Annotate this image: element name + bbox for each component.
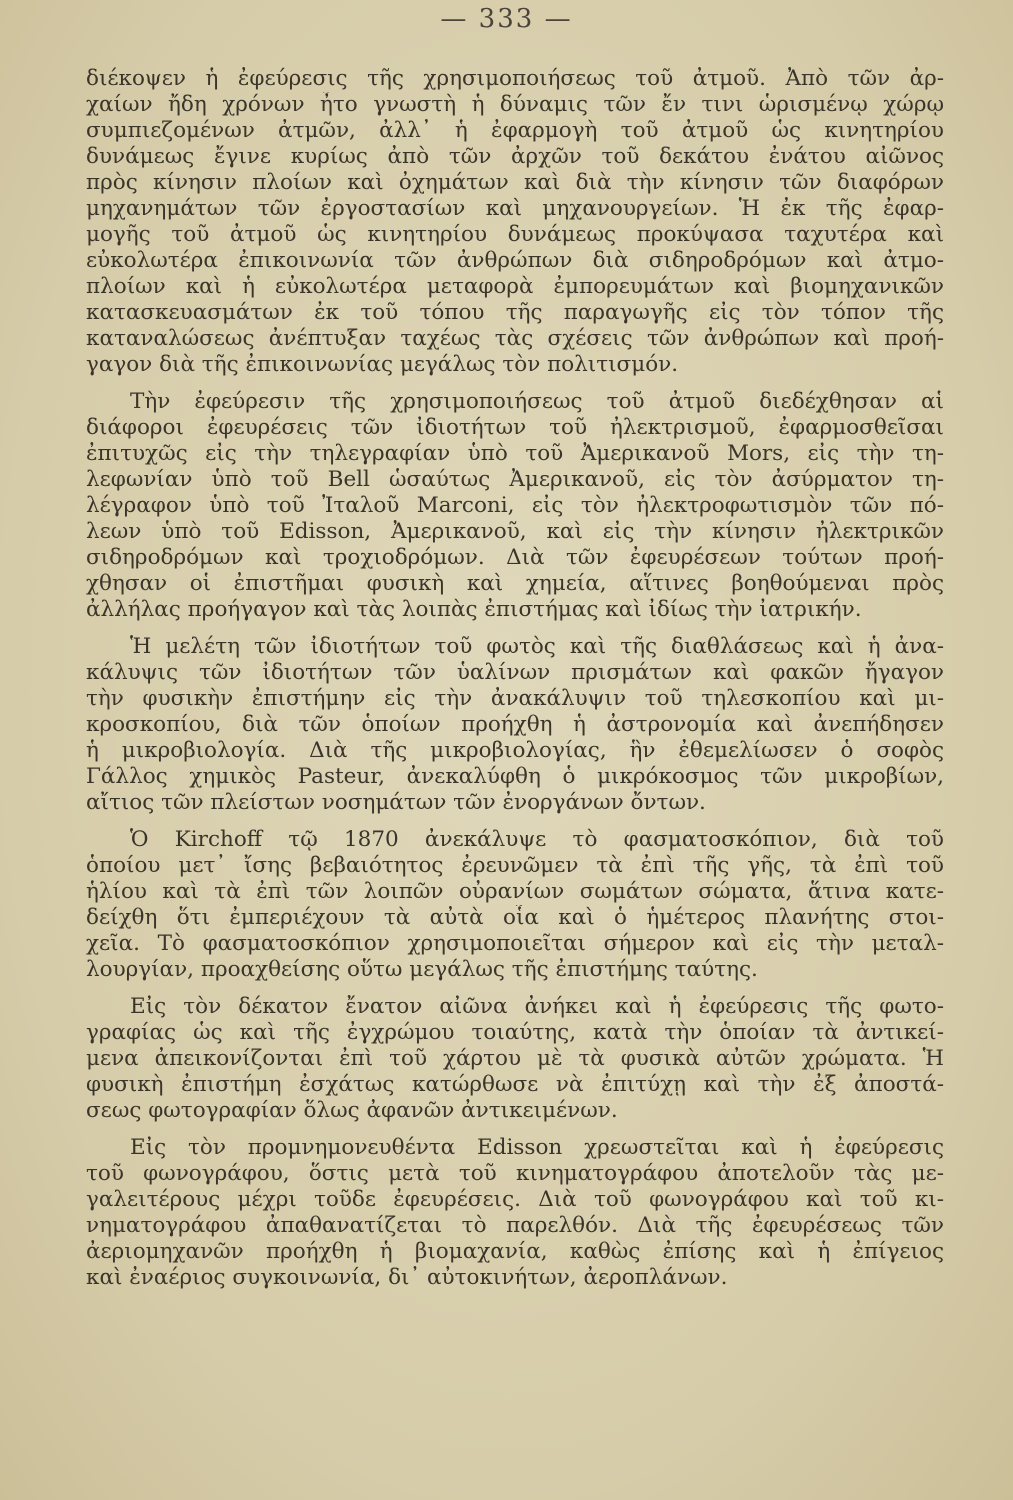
text-line: καὶ ἐναέριος συγκοινωνία, δι᾽ αὐτοκινήτων, ἀεροπλάνων. [86, 1265, 728, 1290]
text-line: δυνάμεως ἔγινε κυρίως ἀπὸ τῶν ἀρχῶν τοῦ δεκάτου ἐνάτου αἰῶνος [86, 144, 944, 169]
text-line: τοῦ φωνογράφου, ὅστις μετὰ τοῦ κινηματογράφου ἀποτελοῦν τὰς με- [86, 1161, 944, 1186]
text-line: νηματογράφου ἀπαθανατίζεται τὸ παρελθόν. Διὰ τῆς ἐφευρέσεως τῶν [86, 1213, 944, 1238]
text-line: γαγον διὰ τῆς ἐπικοινωνίας μεγάλως τὸν πολιτισμόν. [86, 352, 679, 377]
text-line: χθησαν οἱ ἐπιστῆμαι φυσικὴ καὶ χημεία, αἵτινες βοηθούμεναι πρὸς [86, 571, 944, 596]
paragraph [86, 1135, 944, 1291]
text-line: λέγραφον ὑπὸ τοῦ Ἰταλοῦ Marconi, εἰς τὸν ἠλεκτροφωτισμὸν τῶν πό- [86, 493, 944, 518]
text-line: πρὸς κίνησιν πλοίων καὶ ὀχημάτων καὶ διὰ τὴν κίνησιν τῶν διαφόρων [86, 170, 944, 195]
text-line: λεφωνίαν ὑπὸ τοῦ Bell ὡσαύτως Ἀμερικανοῦ, εἰς τὸν ἀσύρματον τη- [86, 467, 944, 492]
text-line: ἀλλήλας προήγαγον καὶ τὰς λοιπὰς ἐπιστήμας καὶ ἰδίως τὴν ἰατρικήν. [86, 597, 862, 622]
text-line: πλοίων καὶ ἡ εὐκολωτέρα μεταφορὰ ἐμπορευμάτων καὶ βιομηχανικῶν [86, 274, 944, 299]
text-line: λουργίαν, προαχθείσης οὕτω μεγάλως τῆς ἐπιστήμης ταύτης. [86, 957, 758, 982]
text-line: γαλειτέρους μέχρι τοῦδε ἐφευρέσεις. Διὰ τοῦ φωνογράφου καὶ τοῦ κι- [86, 1187, 944, 1212]
text-line: αἴτιος τῶν πλείστων νοσημάτων τῶν ἐνοργάνων ὄντων. [86, 790, 706, 815]
text-line: διέκοψεν ἡ ἐφεύρεσις τῆς χρησιμοποιήσεως τοῦ ἀτμοῦ. Ἀπὸ τῶν ἀρ- [86, 66, 944, 91]
text-line: ἐπιτυχῶς εἰς τὴν τηλεγραφίαν ὑπὸ τοῦ Ἀμερικανοῦ Mors, εἰς τὴν τη- [86, 441, 944, 466]
text-line: φυσικὴ ἐπιστήμη ἐσχάτως κατώρθωσε νὰ ἐπιτύχῃ καὶ τὴν ἐξ ἀποστά- [86, 1072, 944, 1097]
paragraph [86, 827, 944, 983]
text-line: σεως φωτογραφίαν ὅλως ἀφανῶν ἀντικειμένων. [86, 1098, 618, 1123]
text-line: ἡλίου καὶ τὰ ἐπὶ τῶν λοιπῶν οὐρανίων σωμάτων σώματα, ἅτινα κατε- [86, 879, 944, 904]
text-line: τὴν φυσικὴν ἐπιστήμην εἰς τὴν ἀνακάλυψιν τοῦ τηλεσκοπίου καὶ μι- [86, 686, 944, 711]
paragraph [86, 389, 944, 623]
text-line: Τὴν ἐφεύρεσιν τῆς χρησιμοποιήσεως τοῦ ἀτμοῦ διεδέχθησαν αἱ [130, 389, 944, 414]
text-line: Εἰς τὸν προμνημονευθέντα Edisson χρεωστεῖται καὶ ἡ ἐφεύρεσις [130, 1135, 944, 1160]
text-line: ἡ μικροβιολογία. Διὰ τῆς μικροβιολογίας, ἣν ἐθεμελίωσεν ὁ σοφὸς [86, 738, 944, 763]
paragraph [86, 634, 944, 816]
text-line: κατασκευασμάτων ἐκ τοῦ τόπου τῆς παραγωγῆς εἰς τὸν τόπον τῆς [86, 300, 944, 325]
text-line: καταναλώσεως ἀνέπτυξαν ταχέως τὰς σχέσεις τῶν ἀνθρώπων καὶ προή- [86, 326, 944, 351]
text-line: δείχθη ὅτι ἐμπεριέχουν τὰ αὐτὰ οἷα καὶ ὁ ἡμέτερος πλανήτης στοι- [86, 905, 944, 930]
text-line: Ἡ μελέτη τῶν ἰδιοτήτων τοῦ φωτὸς καὶ τῆς διαθλάσεως καὶ ἡ ἀνα- [130, 634, 944, 659]
paragraph [86, 66, 944, 378]
text-line: χαίων ἤδη χρόνων ἦτο γνωστὴ ἡ δύναμις τῶν ἔν τινι ὡρισμένῳ χώρῳ [86, 92, 944, 117]
text-body [86, 66, 944, 1302]
text-line: μηχανημάτων τῶν ἐργοστασίων καὶ μηχανουργείων. Ἡ ἐκ τῆς ἐφαρ- [86, 196, 944, 221]
text-line: ὁποίου μετ᾽ ἴσης βεβαιότητος ἐρευνῶμεν τὰ ἐπὶ τῆς γῆς, τὰ ἐπὶ τοῦ [86, 853, 944, 878]
text-line: διάφοροι ἐφευρέσεις τῶν ἰδιοτήτων τοῦ ἠλεκτρισμοῦ, ἐφαρμοσθεῖσαι [86, 415, 944, 440]
text-line: ἀεριομηχανῶν προήχθη ἡ βιομαχανία, καθὼς ἐπίσης καὶ ἡ ἐπίγειος [86, 1239, 944, 1264]
text-line: εὐκολωτέρα ἐπικοινωνία τῶν ἀνθρώπων διὰ σιδηροδρόμων καὶ ἀτμο- [86, 248, 944, 273]
text-line: Γάλλος χημικὸς Pasteur, ἀνεκαλύφθη ὁ μικρόκοσμος τῶν μικροβίων, [86, 764, 944, 789]
page-number: — 333 — [440, 4, 573, 34]
text-line: συμπιεζομένων ἀτμῶν, ἀλλ᾽ ἡ ἐφαρμογὴ τοῦ ἀτμοῦ ὡς κινητηρίου [86, 118, 944, 143]
text-line: μογῆς τοῦ ἀτμοῦ ὡς κινητηρίου δυνάμεως προκύψασα ταχυτέρα καὶ [86, 222, 944, 247]
text-line: Εἰς τὸν δέκατον ἔνατον αἰῶνα ἀνήκει καὶ ἡ ἐφεύρεσις τῆς φωτο- [130, 994, 944, 1019]
text-line: λεων ὑπὸ τοῦ Edisson, Ἀμερικανοῦ, καὶ εἰς τὴν κίνησιν ἠλεκτρικῶν [86, 519, 944, 544]
text-line: χεῖα. Τὸ φασματοσκόπιον χρησιμοποιεῖται σήμερον καὶ εἰς τὴν μεταλ- [86, 931, 944, 956]
text-line: μενα ἀπεικονίζονται ἐπὶ τοῦ χάρτου μὲ τὰ φυσικὰ αὐτῶν χρώματα. Ἡ [86, 1046, 944, 1071]
text-line: κροσκοπίου, διὰ τῶν ὁποίων προήχθη ἡ ἀστρονομία καὶ ἀνεπήδησεν [86, 712, 944, 737]
text-line: γραφίας ὡς καὶ τῆς ἐγχρώμου τοιαύτης, κατὰ τὴν ὁποίαν τὰ ἀντικεί- [86, 1020, 944, 1045]
text-line: κάλυψις τῶν ἰδιοτήτων τῶν ὑαλίνων πρισμάτων καὶ φακῶν ἤγαγον [86, 660, 944, 685]
paragraph [86, 994, 944, 1124]
text-line: σιδηροδρόμων καὶ τροχιοδρόμων. Διὰ τῶν ἐφευρέσεων τούτων προή- [86, 545, 944, 570]
text-line: Ὁ Kirchoff τῷ 1870 ἀνεκάλυψε τὸ φασματοσκόπιον, διὰ τοῦ [130, 827, 944, 852]
